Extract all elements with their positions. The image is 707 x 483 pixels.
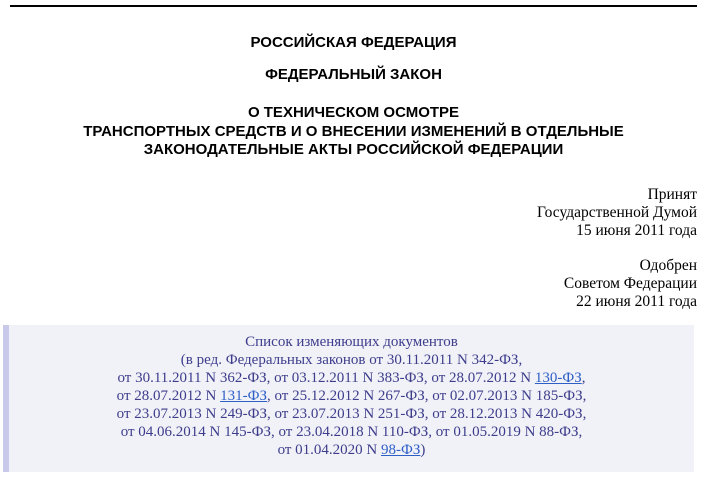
approved-by-council-block xyxy=(0,257,707,311)
country-heading: РОССИЙСКАЯ ФЕДЕРАЦИЯ xyxy=(250,34,457,51)
amendments-text: от 30.11.2011 N 362-ФЗ, от 03.12.2011 N 383-ФЗ, от 28.07.2012 N xyxy=(117,369,535,386)
amendments-lines xyxy=(19,351,684,459)
doc-type-heading: ФЕДЕРАЛЬНЫЙ ЗАКОН xyxy=(265,66,442,83)
adopted-body: Государственной Думой xyxy=(537,203,697,221)
law-title-line-3: ЗАКОНОДАТЕЛЬНЫЕ АКТЫ РОССИЙСКОЙ ФЕДЕРАЦИИ xyxy=(143,141,564,158)
amendment-doc-link[interactable]: 98-ФЗ xyxy=(381,441,421,458)
law-title xyxy=(0,104,707,160)
amendments-line xyxy=(19,441,684,459)
amendments-line xyxy=(19,369,684,387)
amendment-doc-link[interactable]: 130-ФЗ xyxy=(534,369,582,386)
adopted-by-duma-block xyxy=(0,186,707,240)
amendments-text: , xyxy=(581,369,586,386)
approved-label: Одобрен xyxy=(639,256,697,274)
amendments-line xyxy=(19,387,684,405)
adopted-label: Принят xyxy=(647,185,697,203)
adopted-date: 15 июня 2011 года xyxy=(576,221,697,239)
amendments-line xyxy=(19,351,684,369)
amendments-line xyxy=(19,405,684,423)
amendments-text: от 01.04.2020 N xyxy=(277,441,382,458)
amendments-text: от 28.07.2012 N xyxy=(116,387,221,404)
law-title-line-1: О ТЕХНИЧЕСКОМ ОСМОТРЕ xyxy=(247,104,460,121)
law-title-line-2: ТРАНСПОРТНЫХ СРЕДСТВ И О ВНЕСЕНИИ ИЗМЕНЕНИЙ В ОТДЕЛЬНЫЕ xyxy=(83,122,624,140)
amendments-text: , от 25.12.2012 N 267-ФЗ, от 02.07.2013 N 185-ФЗ, xyxy=(266,387,587,404)
top-divider xyxy=(10,5,697,7)
amendments-text: (в ред. Федеральных законов от 30.11.2011 N 342-ФЗ, xyxy=(180,351,523,368)
amendments-block xyxy=(3,325,694,472)
amendment-doc-link[interactable]: 131-ФЗ xyxy=(220,387,267,404)
amendments-text: ) xyxy=(420,441,426,458)
amendments-text: от 04.06.2014 N 145-ФЗ, от 23.04.2018 N 110-ФЗ, от 01.05.2019 N 88-ФЗ, xyxy=(120,423,583,440)
amendments-text: от 23.07.2013 N 249-ФЗ, от 23.07.2013 N 251-ФЗ, от 28.12.2013 N 420-ФЗ, xyxy=(116,405,587,422)
amendments-title: Список изменяющих документов xyxy=(245,333,458,350)
amendments-line xyxy=(19,423,684,441)
approved-date: 22 июня 2011 года xyxy=(576,292,697,310)
approved-body: Советом Федерации xyxy=(563,274,697,292)
